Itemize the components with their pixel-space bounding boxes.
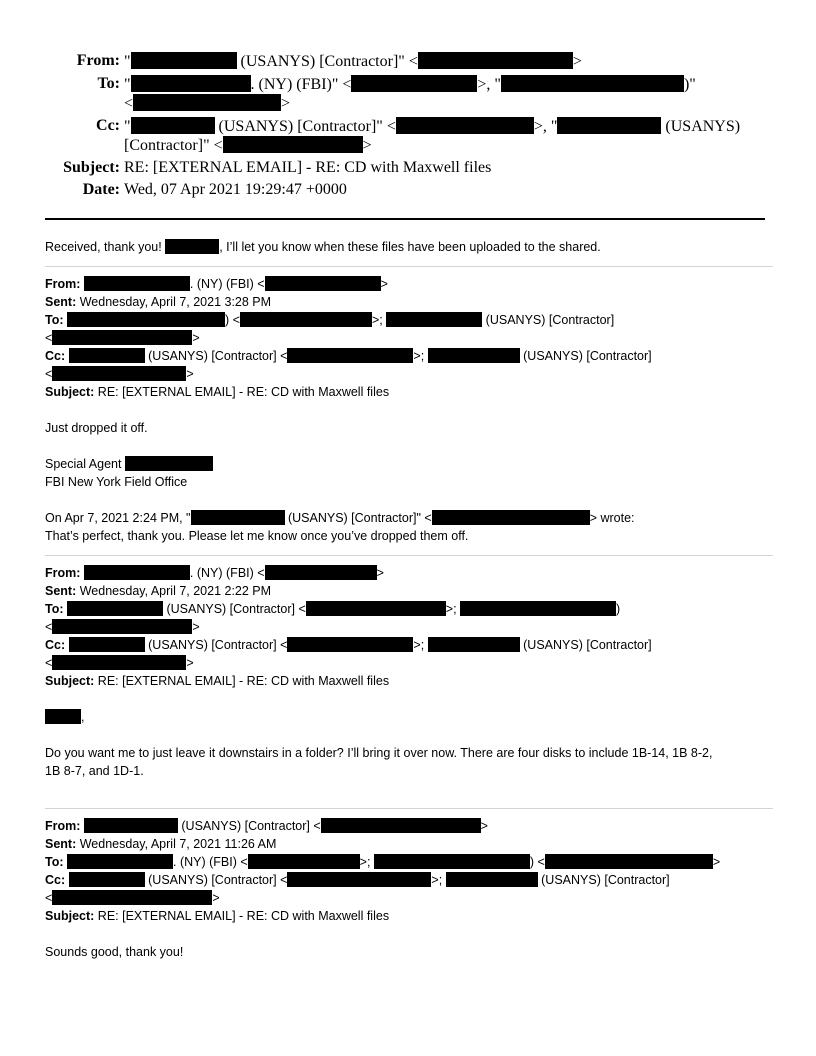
header-date-row	[0, 181, 816, 199]
redaction	[351, 75, 477, 92]
msg2-subject-label: Subject:	[45, 674, 95, 688]
redaction	[374, 854, 530, 869]
redaction	[321, 818, 481, 833]
msg1-cc-label: Cc:	[45, 349, 66, 363]
redaction	[52, 890, 212, 905]
redaction	[84, 818, 178, 833]
quoted-message-1: From: . (NY) (FBI) < > Sent: Wednesday, April 7, 2021 3:28 PM To: ) < >; (USANYS) [Contractor] < > Cc: (USANYS) [Contractor] < >; (USANYS) [Contractor] < > Subject: RE: [EXTERNAL EMAIL] - RE: CD with Maxwell files Just dropped it off. Special Agent FBI New York Field Office On Apr 7, 2021 2:24 PM, " (USANYS) [Contractor]" < > wrote: That’s perfect, thank you. Please let me know once you’ve dropped them off.	[45, 275, 773, 545]
redaction	[223, 136, 363, 153]
msg1-to-org: (USANYS) [Contractor]	[485, 313, 615, 327]
redaction	[125, 456, 213, 471]
header-subject-row	[0, 159, 816, 177]
msg3-from-org: (USANYS) [Contractor] <	[181, 819, 321, 833]
redaction	[84, 565, 190, 580]
redaction	[131, 117, 215, 134]
redaction	[306, 601, 446, 616]
header-to-row: To: " . (NY) (FBI)" < >, " )" < >	[0, 75, 816, 113]
msg2-cc-label: Cc:	[45, 638, 66, 652]
redaction	[45, 709, 81, 724]
date-label: Date:	[82, 181, 120, 198]
msg1-subject-label: Subject:	[45, 385, 95, 399]
redaction	[52, 330, 192, 345]
redaction	[287, 348, 413, 363]
msg3-to-org: . (NY) (FBI) <	[173, 855, 248, 869]
header-cc-row: Cc: " (USANYS) [Contractor]" < >, " (USANYS) [Contractor]" < >	[0, 117, 816, 155]
redaction	[84, 276, 190, 291]
msg1-cc-org: (USANYS) [Contractor] <	[148, 349, 288, 363]
redaction	[265, 565, 377, 580]
cc-org: (USANYS) [Contractor]" <	[218, 118, 396, 135]
msg2-to-org: (USANYS) [Contractor] <	[166, 602, 306, 616]
msg2-sent-label: Sent:	[45, 584, 77, 598]
quote-intro-a: On Apr 7, 2021 2:24 PM, "	[45, 511, 191, 525]
msg2-body-line-1: Do you want me to just leave it downstairs in a folder? I’ll bring it over now. There are four disks to include 1B-14, 1B 8-2,	[45, 746, 713, 760]
msg1-to-label: To:	[45, 313, 64, 327]
msg3-subject-label: Subject:	[45, 909, 95, 923]
reply-text-b: , I’ll let you know when these files have been uploaded to the shared.	[219, 240, 601, 254]
reply-text	[45, 238, 773, 256]
redaction	[428, 348, 520, 363]
from-label: From:	[76, 52, 120, 69]
msg3-from-label: From:	[45, 819, 81, 833]
redaction	[287, 637, 413, 652]
msg1-from-org: . (NY) (FBI) <	[189, 277, 265, 291]
quoted-message-3: From: (USANYS) [Contractor] < > Sent: Wednesday, April 7, 2021 11:26 AM To: . (NY) (FBI) < >; ) < > Cc: (USANYS) [Contractor] < >; (USANYS) [Contractor] < > Subject: RE: [EXTERNAL EMAIL] - RE: CD with Maxwell files Sounds good, thank you!	[45, 817, 773, 961]
msg1-sent-label: Sent:	[45, 295, 77, 309]
redaction	[265, 276, 381, 291]
msg3-sent-value: Wednesday, April 7, 2021 11:26 AM	[79, 837, 277, 851]
msg2-from-label: From:	[45, 566, 81, 580]
signature-office: FBI New York Field Office	[45, 475, 188, 489]
redaction	[69, 637, 145, 652]
redaction	[52, 366, 186, 381]
msg1-subject-value: RE: [EXTERNAL EMAIL] - RE: CD with Maxwell files	[97, 385, 390, 399]
redaction	[69, 872, 145, 887]
msg3-cc-org-2: (USANYS) [Contractor]	[541, 873, 670, 887]
email-body	[45, 238, 773, 961]
subject-value: RE: [EXTERNAL EMAIL] - RE: CD with Maxwell files	[124, 159, 492, 176]
cc-org-3: [Contractor]" <	[124, 137, 223, 154]
msg2-cc-org-2: (USANYS) [Contractor]	[523, 638, 652, 652]
header-divider	[45, 218, 765, 220]
to-label: To:	[97, 75, 120, 92]
msg2-cc-org: (USANYS) [Contractor] <	[148, 638, 288, 652]
redaction	[165, 239, 219, 254]
redaction	[67, 601, 163, 616]
msg3-sent-label: Sent:	[45, 837, 77, 851]
date-value: Wed, 07 Apr 2021 19:29:47 +0000	[124, 181, 347, 198]
msg3-cc-org: (USANYS) [Contractor] <	[148, 873, 288, 887]
redaction	[396, 117, 534, 134]
redaction	[557, 117, 661, 134]
redaction	[131, 52, 237, 69]
redaction	[545, 854, 713, 869]
redaction	[52, 619, 192, 634]
redaction	[460, 601, 616, 616]
msg1-body: Just dropped it off.	[45, 421, 148, 435]
msg2-from-org: . (NY) (FBI) <	[189, 566, 265, 580]
quoted-message-2: From: . (NY) (FBI) < > Sent: Wednesday, April 7, 2021 2:22 PM To: (USANYS) [Contractor] < >; ) < > Cc: (USANYS) [Contractor] < >; (USANYS) [Contractor] < > Subject: RE: [EXTERNAL EMAIL] - RE: CD with Maxwell files , Do you want me to just leave it downstairs in a folder? I’ll bring it over now. There are four disks to include 1B-14, 1B 8-2, 1B 8-7, and 1D-1.	[45, 564, 773, 780]
redaction	[446, 872, 538, 887]
msg1-cc-org-2: (USANYS) [Contractor]	[523, 349, 652, 363]
redaction	[69, 348, 145, 363]
msg3-body: Sounds good, thank you!	[45, 945, 184, 959]
msg3-to-label: To:	[45, 855, 64, 869]
redaction	[501, 75, 684, 92]
from-org: (USANYS) [Contractor]" <	[240, 53, 418, 70]
quote-body: That’s perfect, thank you. Please let me know once you’ve dropped them off.	[45, 529, 469, 543]
redaction	[67, 854, 173, 869]
subject-label: Subject:	[63, 159, 120, 176]
redaction	[386, 312, 482, 327]
msg1-sent-value: Wednesday, April 7, 2021 3:28 PM	[79, 295, 272, 309]
message-separator	[45, 266, 773, 267]
redaction	[52, 655, 186, 670]
reply-text-a: Received, thank you!	[45, 240, 162, 254]
signature-title: Special Agent	[45, 457, 122, 471]
header-from-row: From: " (USANYS) [Contractor]" < >	[0, 52, 816, 71]
redaction	[67, 312, 225, 327]
msg2-subject-value: RE: [EXTERNAL EMAIL] - RE: CD with Maxwell files	[97, 674, 390, 688]
msg3-cc-label: Cc:	[45, 873, 66, 887]
quote-intro-c: > wrote:	[589, 511, 635, 525]
redaction	[191, 510, 285, 525]
quote-intro-b: (USANYS) [Contractor]" <	[287, 511, 432, 525]
message-separator	[45, 808, 773, 809]
redaction	[432, 510, 590, 525]
redaction	[418, 52, 573, 69]
msg3-subject-value: RE: [EXTERNAL EMAIL] - RE: CD with Maxwell files	[97, 909, 390, 923]
msg2-sent-value: Wednesday, April 7, 2021 2:22 PM	[79, 584, 272, 598]
redaction	[248, 854, 360, 869]
redaction	[287, 872, 431, 887]
redaction	[428, 637, 520, 652]
msg2-to-label: To:	[45, 602, 64, 616]
cc-org-2: (USANYS)	[665, 118, 741, 135]
message-separator	[45, 555, 773, 556]
cc-label: Cc:	[96, 117, 120, 134]
email-header	[0, 52, 816, 203]
redaction	[131, 75, 251, 92]
redaction	[240, 312, 372, 327]
msg1-from-label: From:	[45, 277, 81, 291]
msg2-body-line-2: 1B 8-7, and 1D-1.	[45, 764, 144, 778]
redaction	[133, 94, 281, 111]
to-org: . (NY) (FBI)" <	[250, 76, 352, 93]
